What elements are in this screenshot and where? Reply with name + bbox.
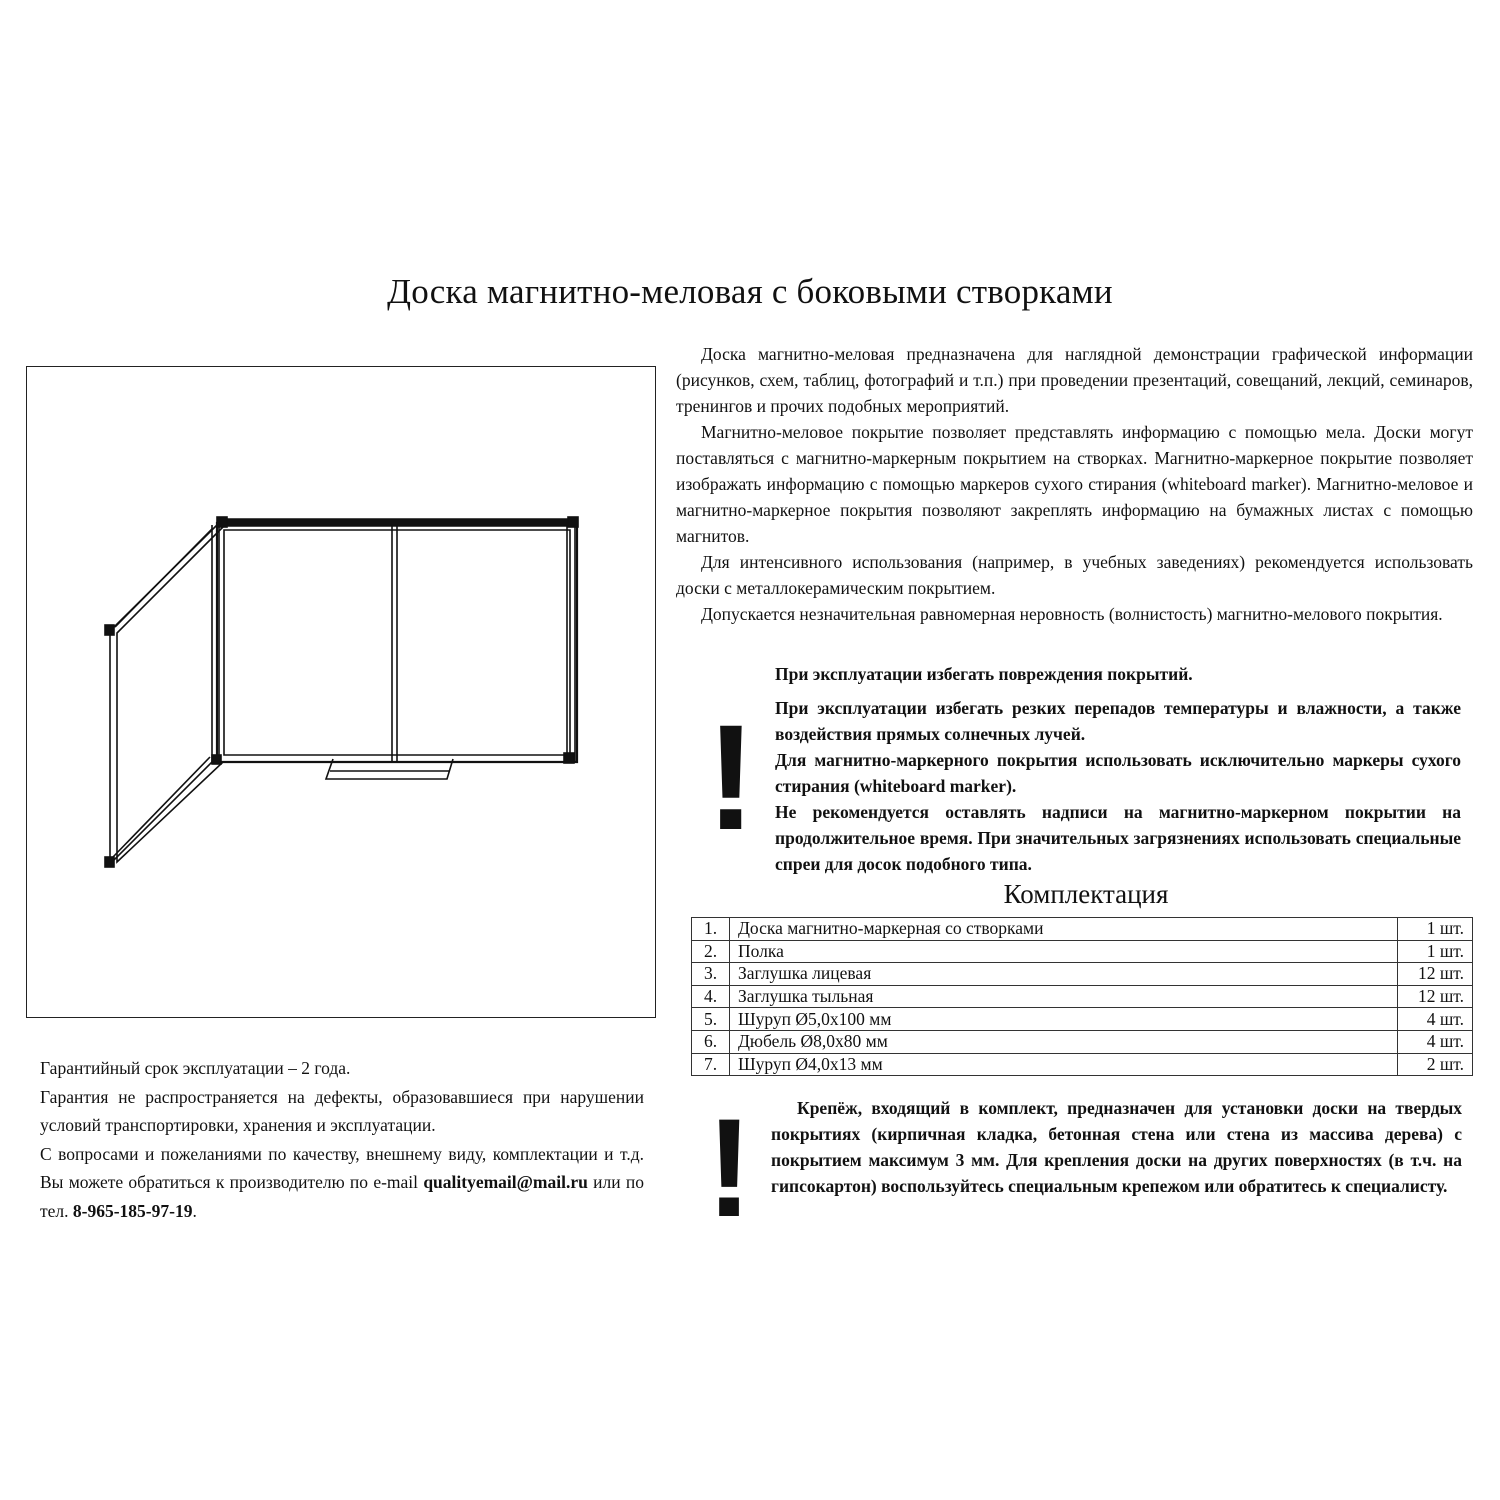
- description-paragraph: Магнитно-меловое покрытие позволяет представлять информацию с помощью мела. Доски могут поставляться с магнитно-маркерным покрытием на створках. Магнитно-маркерное покрытие позволяет изображать информацию с помощью маркеров сухого стирания (whiteboard marker). Магнитно-меловое и магнитно-маркерное покрытия позволяют закреплять информацию на бумажных листах с помощью магнитов.: [676, 422, 1473, 546]
- kit-row-number: 3.: [692, 963, 730, 986]
- kit-row-qty: 12 шт.: [1398, 985, 1473, 1008]
- kit-row-qty: 1 шт.: [1398, 918, 1473, 941]
- kit-row-name: Заглушка лицевая: [730, 963, 1398, 986]
- kit-row-number: 7.: [692, 1053, 730, 1076]
- kit-row-name: Полка: [730, 940, 1398, 963]
- whiteboard-with-side-wings-icon: [27, 367, 657, 1019]
- table-row: [692, 1053, 1473, 1076]
- product-description: [676, 341, 1473, 627]
- kit-row-qty: 12 шт.: [1398, 963, 1473, 986]
- page-title: Доска магнитно-меловая с боковыми створками: [387, 272, 1113, 311]
- kit-row-number: 2.: [692, 940, 730, 963]
- table-row: [692, 963, 1473, 986]
- contact-phone: 8-965-185-97-19: [72, 1200, 193, 1221]
- table-row: [692, 918, 1473, 941]
- kit-row-number: 4.: [692, 985, 730, 1008]
- kit-row-number: 6.: [692, 1030, 730, 1053]
- warranty-info: [40, 1054, 644, 1225]
- kit-row-name: Шуруп Ø5,0х100 мм: [730, 1008, 1398, 1031]
- kit-row-qty: 1 шт.: [1398, 940, 1473, 963]
- contact-middle: или по тел.: [40, 1172, 644, 1221]
- kit-title: Комплектация: [1003, 879, 1169, 909]
- kit-row-name: Дюбель Ø8,0х80 мм: [730, 1030, 1398, 1053]
- warranty-period: Гарантийный срок эксплуатации – 2 года.: [40, 1058, 351, 1078]
- kit-row-name: Заглушка тыльная: [730, 985, 1398, 1008]
- kit-row-qty: 4 шт.: [1398, 1008, 1473, 1031]
- kit-row-name: Шуруп Ø4,0х13 мм: [730, 1053, 1398, 1076]
- description-paragraph: Для интенсивного использования (например, в учебных заведениях) рекомендуется использовать доски с металлокерамическим покрытием.: [676, 552, 1473, 598]
- warranty-exclusions: Гарантия не распространяется на дефекты, образовавшиеся при нарушении условий транспортировки, хранения и эксплуатации.: [40, 1086, 644, 1135]
- kit-table: [691, 917, 1473, 1076]
- table-row: [692, 1030, 1473, 1053]
- warning-line: При эксплуатации избегать резких перепадов температуры и влажности, а также воздействия прямых солнечных лучей.: [775, 698, 1461, 744]
- exclamation-icon: !: [706, 1089, 753, 1246]
- description-paragraph: Допускается незначительная равномерная неровность (волнистость) магнитно-мелового покрытия.: [701, 604, 1443, 624]
- table-row: [692, 985, 1473, 1008]
- description-paragraph: Доска магнитно-меловая предназначена для наглядной демонстрации графической информации (рисунков, схем, таблиц, фотографий и т.п.) при проведении презентаций, совещаний, лекций, семинаров, тренингов и прочих подобных мероприятий.: [676, 344, 1473, 416]
- whiteboard-illustration: [26, 366, 656, 1018]
- kit-row-number: 5.: [692, 1008, 730, 1031]
- warning-line: Для магнитно-маркерного покрытия использовать исключительно маркеры сухого стирания (whiteboard marker).: [775, 750, 1461, 796]
- table-row: [692, 1008, 1473, 1031]
- exclamation-icon: !: [706, 693, 756, 861]
- contact-prefix: С вопросами и пожеланиями по качеству, внешнему виду, комплектации и т.д. Вы можете обратиться к производителю по e-mail: [40, 1143, 644, 1192]
- warning-line: Не рекомендуется оставлять надписи на магнитно-маркерном покрытии на продолжительное время. При значительных загрязнениях использовать специальные спреи для досок подобного типа.: [775, 802, 1461, 874]
- kit-row-name: Доска магнитно-маркерная со створками: [730, 918, 1398, 941]
- usage-warnings: [775, 661, 1461, 877]
- contact-info: [40, 1140, 644, 1226]
- warning-line: При эксплуатации избегать повреждения покрытий.: [775, 664, 1193, 684]
- kit-row-qty: 2 шт.: [1398, 1053, 1473, 1076]
- kit-row-qty: 4 шт.: [1398, 1030, 1473, 1053]
- mounting-warning: Крепёж, входящий в комплект, предназначен для установки доски на твердых покрытиях (кирпичная кладка, бетонная стена или стена из массива дерева) с покрытием максимум 3 мм. Для крепления доски на других поверхностях (в т.ч. на гипсокартон) воспользуйтесь специальным крепежом или обратитесь к специалисту.: [771, 1098, 1462, 1196]
- table-row: [692, 940, 1473, 963]
- contact-email: qualityemail@mail.ru: [423, 1172, 588, 1192]
- kit-row-number: 1.: [692, 918, 730, 941]
- contact-suffix: .: [192, 1200, 197, 1221]
